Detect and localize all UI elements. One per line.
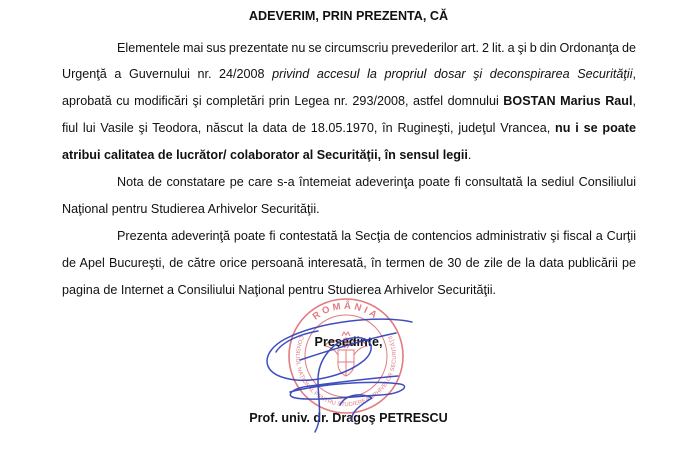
- verdict-bold: atribui calitatea de lucrător/ colaborator al Securităţii, în sensul legii: [62, 148, 468, 163]
- signature-strokes: [267, 319, 412, 432]
- verdict-bold: nu i se poate: [555, 121, 636, 136]
- text-run: Urgenţă a Guvernului nr. 24/2008: [62, 67, 273, 82]
- signatory-name: Prof. univ. dr. Dragoş PETRESCU: [249, 411, 448, 425]
- text-run: Naţional pentru Studierea Arhivelor Securităţii.: [62, 201, 320, 216]
- text-run: Elementele mai sus prezentate nu se circumscriu prevederilor art. 2 lit. a şi b din Ordonanţa de: [117, 40, 636, 55]
- person-name-bold: BOSTAN Marius Raul: [503, 94, 633, 109]
- text-run: aprobată cu modificări şi completări prin Legea nr. 293/2008, astfel domnului: [62, 94, 504, 109]
- signatory-role: Preşedinte,: [314, 335, 383, 349]
- text-run: ,: [632, 94, 636, 109]
- document-title: ADEVERIM, PRIN PREZENTA, CĂ: [248, 9, 449, 23]
- seal-top-text-path: ROMÂNIA: [310, 300, 382, 323]
- seal-ring-text-path: CONSILIUL NAŢIONAL PENTRU STUDIEREA ARHIVELOR SECURITĂŢII: [293, 334, 399, 409]
- law-title-italic: privind accesul la propriul dosar şi deconspirarea Securităţii: [272, 67, 633, 82]
- text-run: .: [467, 148, 472, 163]
- text-run: pagina de Internet a Consiliului Naţional pentru Studierea Arhivelor Securităţii.: [62, 282, 497, 297]
- text-run: ,: [632, 67, 636, 82]
- text-run: Prezenta adeverinţă poate fi contestată la Secţia de contencios administrativ şi fiscal a Curţii: [117, 228, 636, 243]
- signature-main-loop: [267, 319, 412, 432]
- text-run: de Apel Bucureşti, de către orice persoană interesată, în termen de 30 de zile de la data publicării pe: [62, 255, 636, 270]
- signature-underline-loops: [290, 376, 405, 399]
- text-run: fiul lui Vasile şi Teodora, născut la data de 18.05.1970, în Rugineşti, judeţul Vrancea,: [62, 121, 556, 136]
- signature-upper-flick: [300, 333, 396, 360]
- text-run: Nota de constatare pe care s-a întemeiat adeverinţa poate fi consultată la sediul Consiliului: [117, 174, 636, 189]
- signature-small-loop: [340, 395, 372, 421]
